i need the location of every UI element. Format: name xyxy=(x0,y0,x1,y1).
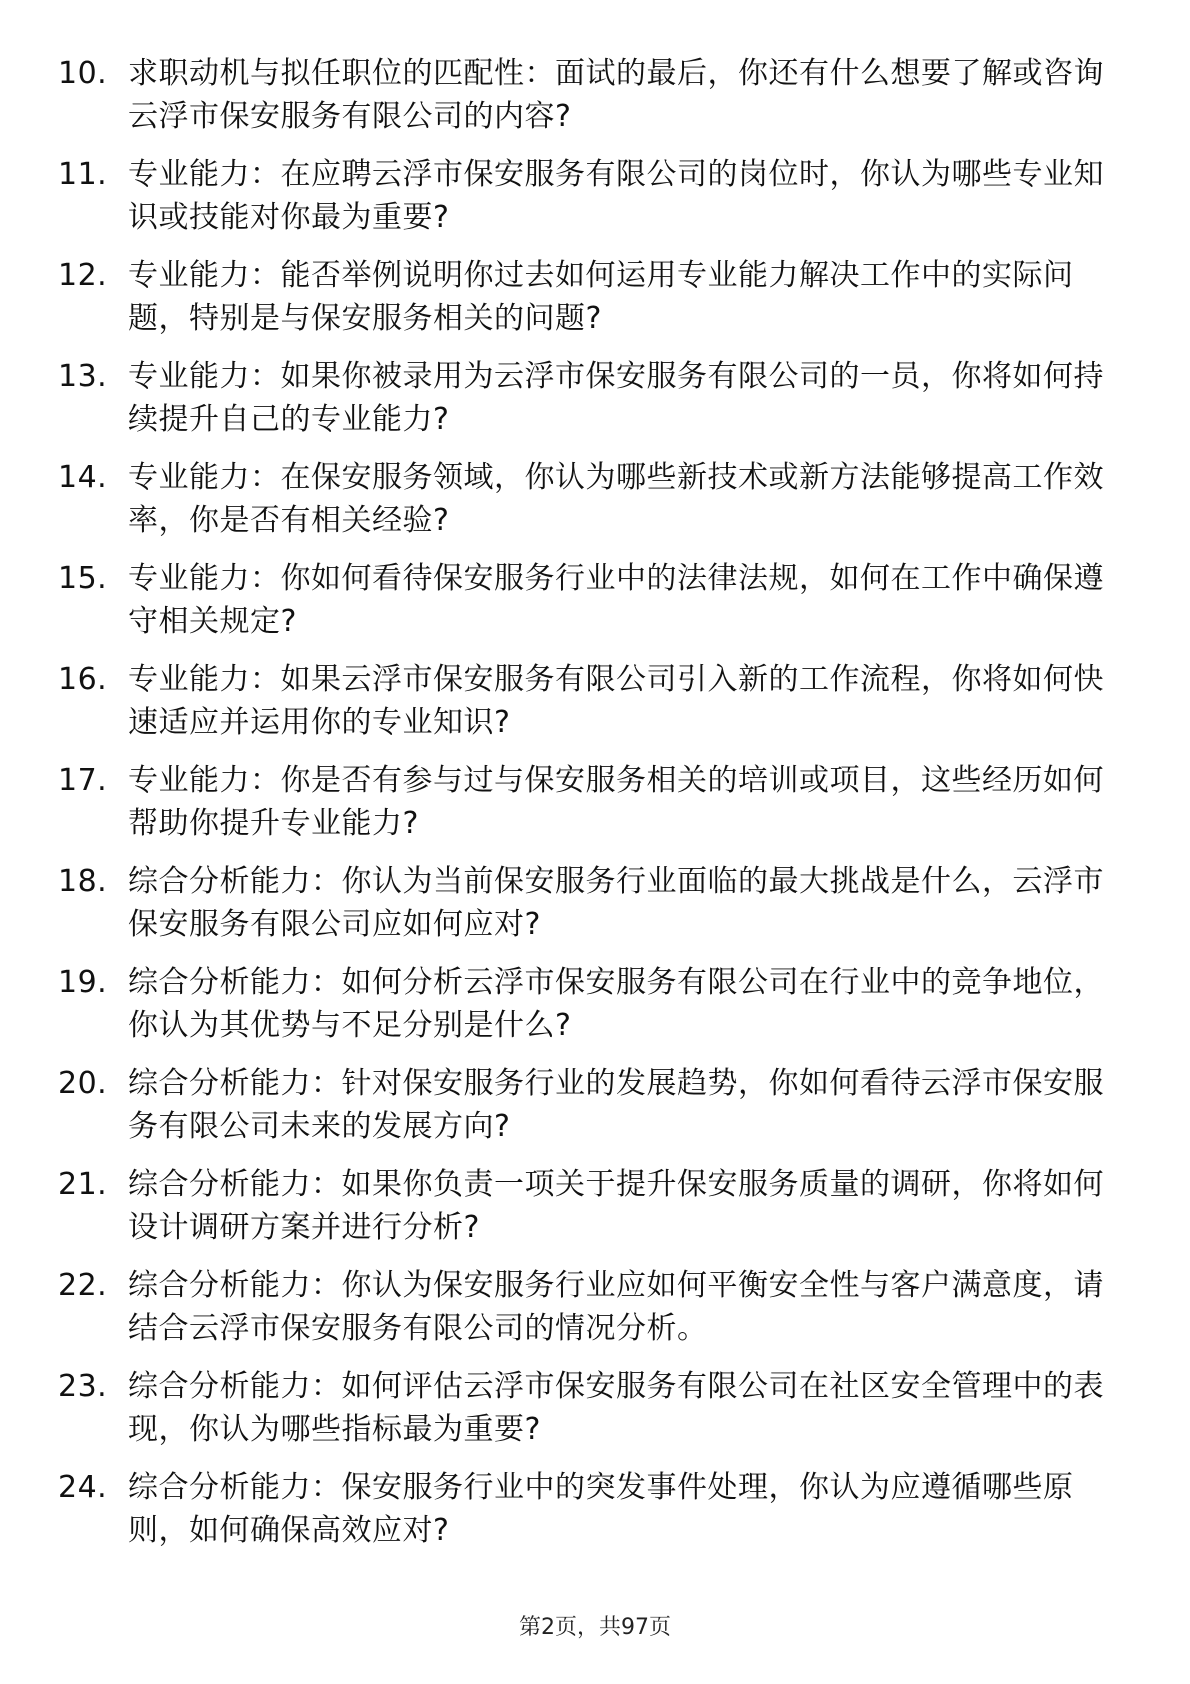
question-text: 专业能力：如果云浮市保安服务有限公司引入新的工作流程，你将如何快速适应并运用你的专业知识? xyxy=(128,662,1104,740)
question-list xyxy=(58,52,1118,1567)
question-number: 11. xyxy=(58,157,108,192)
question-text: 专业能力：你是否有参与过与保安服务相关的培训或项目，这些经历如何帮助你提升专业能力? xyxy=(128,763,1104,841)
question-item xyxy=(58,1365,1118,1451)
page-footer: 第2页，共97页 xyxy=(519,1615,671,1640)
question-text: 综合分析能力：如何评估云浮市保安服务有限公司在社区安全管理中的表现，你认为哪些指标最为重要? xyxy=(128,1369,1104,1447)
question-item xyxy=(58,52,1118,138)
question-text: 求职动机与拟任职位的匹配性：面试的最后，你还有什么想要了解或咨询云浮市保安服务有限公司的内容? xyxy=(128,56,1104,134)
question-number: 21. xyxy=(58,1167,108,1202)
question-item xyxy=(58,254,1118,340)
question-number: 13. xyxy=(58,359,108,394)
question-item xyxy=(58,658,1118,744)
question-item xyxy=(58,153,1118,239)
question-item xyxy=(58,456,1118,542)
question-number: 19. xyxy=(58,965,108,1000)
question-text: 综合分析能力：如果你负责一项关于提升保安服务质量的调研，你将如何设计调研方案并进行分析? xyxy=(128,1167,1104,1245)
question-text: 综合分析能力：你认为当前保安服务行业面临的最大挑战是什么，云浮市保安服务有限公司应如何应对? xyxy=(128,864,1104,942)
question-item xyxy=(58,759,1118,845)
question-number: 20. xyxy=(58,1066,108,1101)
question-text: 专业能力：如果你被录用为云浮市保安服务有限公司的一员，你将如何持续提升自己的专业能力? xyxy=(128,359,1104,437)
question-number: 17. xyxy=(58,763,108,798)
question-text: 专业能力：在保安服务领域，你认为哪些新技术或新方法能够提高工作效率，你是否有相关经验? xyxy=(128,460,1104,538)
question-number: 10. xyxy=(58,56,108,91)
question-item xyxy=(58,961,1118,1047)
question-number: 23. xyxy=(58,1369,108,1404)
question-number: 24. xyxy=(58,1470,108,1505)
question-item xyxy=(58,860,1118,946)
question-item xyxy=(58,1264,1118,1350)
question-number: 14. xyxy=(58,460,108,495)
question-text: 综合分析能力：针对保安服务行业的发展趋势，你如何看待云浮市保安服务有限公司未来的发展方向? xyxy=(128,1066,1104,1144)
question-text: 专业能力：能否举例说明你过去如何运用专业能力解决工作中的实际问题，特别是与保安服务相关的问题? xyxy=(128,258,1074,336)
question-number: 16. xyxy=(58,662,108,697)
question-item xyxy=(58,1163,1118,1249)
question-text: 专业能力：在应聘云浮市保安服务有限公司的岗位时，你认为哪些专业知识或技能对你最为重要? xyxy=(128,157,1104,235)
question-number: 18. xyxy=(58,864,108,899)
question-number: 22. xyxy=(58,1268,108,1303)
question-number: 12. xyxy=(58,258,108,293)
question-text: 综合分析能力：如何分析云浮市保安服务有限公司在行业中的竞争地位，你认为其优势与不足分别是什么? xyxy=(128,965,1104,1043)
question-text: 专业能力：你如何看待保安服务行业中的法律法规，如何在工作中确保遵守相关规定? xyxy=(128,561,1104,639)
question-text: 综合分析能力：你认为保安服务行业应如何平衡安全性与客户满意度，请结合云浮市保安服务有限公司的情况分析。 xyxy=(128,1268,1104,1346)
question-item xyxy=(58,355,1118,441)
question-item xyxy=(58,1466,1118,1552)
question-item xyxy=(58,557,1118,643)
question-number: 15. xyxy=(58,561,108,596)
question-text: 综合分析能力：保安服务行业中的突发事件处理，你认为应遵循哪些原则，如何确保高效应对? xyxy=(128,1470,1074,1548)
question-item xyxy=(58,1062,1118,1148)
